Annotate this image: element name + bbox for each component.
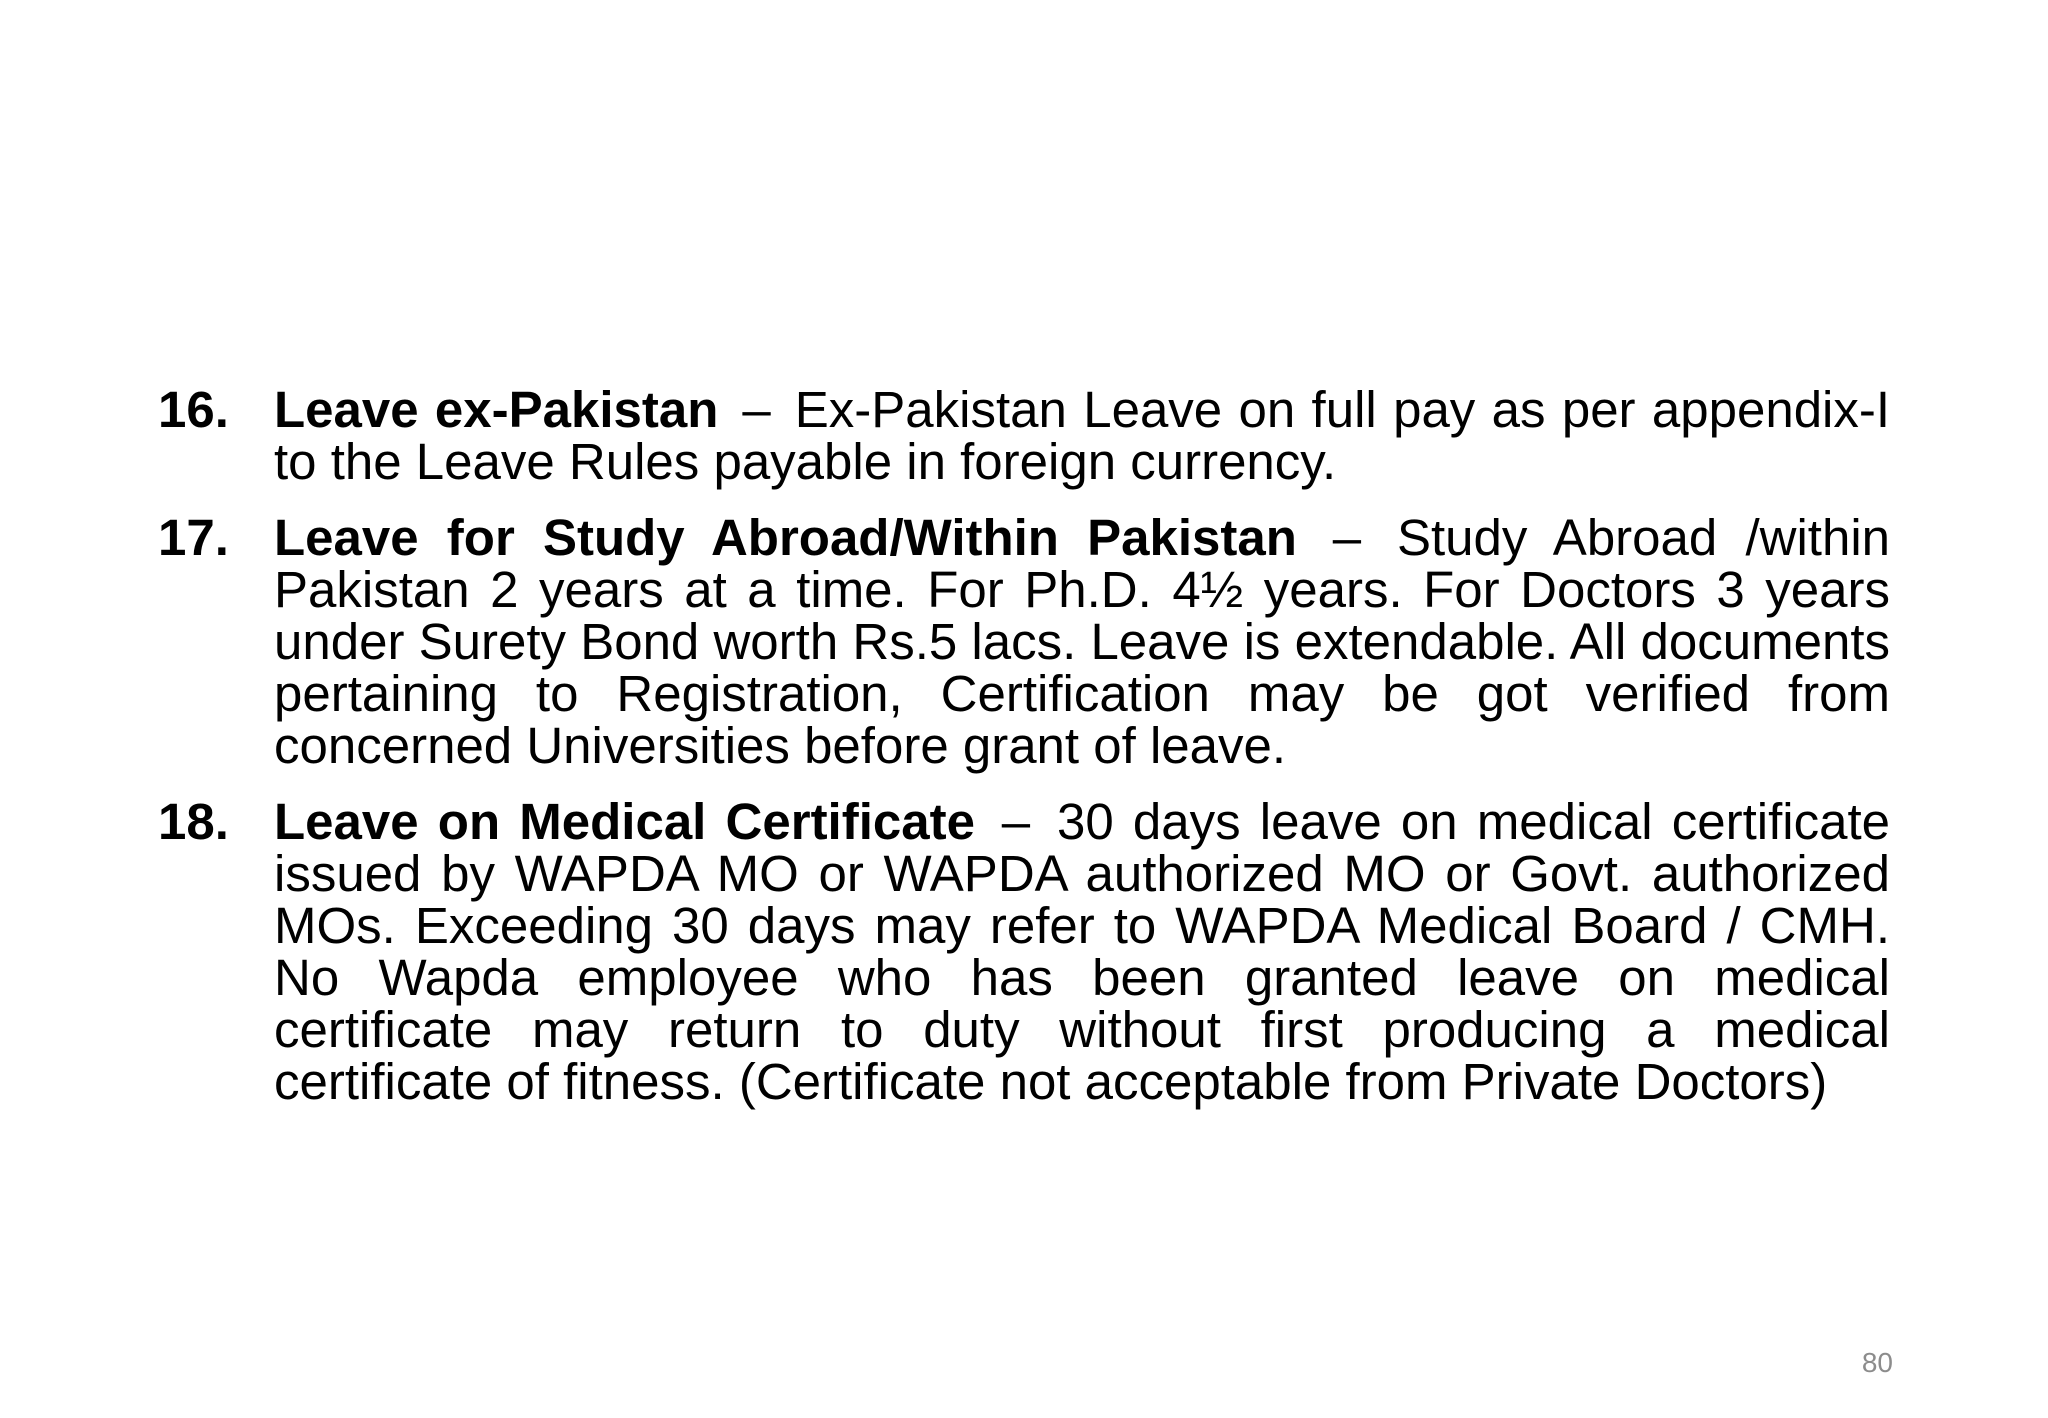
item-heading: Leave for Study Abroad/Within Pakistan bbox=[274, 509, 1297, 566]
item-text: 30 days leave on medical certificate issued by WAPDA MO or WAPDA authorized MO or Govt. authorized MOs. Exceeding 30 days may refer to WAPDA Medical Board / CMH. No Wapda employee who has been granted leave on medical certificate may return to duty without first producing a medical certificate of fitness. (Certificate not acceptable from Private Doctors) bbox=[274, 793, 1890, 1110]
leave-rules-list bbox=[158, 381, 1891, 1132]
item-separator: – bbox=[742, 381, 771, 438]
list-item-18 bbox=[158, 793, 1890, 1110]
item-text: Ex-Pakistan Leave on full pay as per appendix-I to the Leave Rules payable in foreign currency. bbox=[274, 381, 1891, 490]
list-item-17 bbox=[158, 509, 1891, 774]
item-number: 16. bbox=[158, 381, 229, 438]
item-body bbox=[274, 381, 1891, 490]
page-number: 80 bbox=[1861, 1347, 1893, 1378]
item-heading: Leave ex-Pakistan bbox=[274, 381, 719, 438]
item-body bbox=[274, 509, 1891, 774]
item-number: 17. bbox=[158, 509, 229, 566]
item-heading: Leave on Medical Certificate bbox=[274, 793, 975, 850]
list-item-16 bbox=[158, 381, 1891, 490]
item-text: Study Abroad /within Pakistan 2 years at a time. For Ph.D. 4½ years. For Doctors 3 years under Surety Bond worth Rs.5 lacs. Leave is extendable. All documents pertaining to Registration, Certification may be got verified from concerned Universities before grant of leave. bbox=[274, 509, 1891, 774]
item-number: 18. bbox=[158, 793, 229, 850]
item-separator: – bbox=[1001, 793, 1031, 850]
item-body bbox=[274, 793, 1890, 1110]
item-separator: – bbox=[1332, 509, 1362, 566]
